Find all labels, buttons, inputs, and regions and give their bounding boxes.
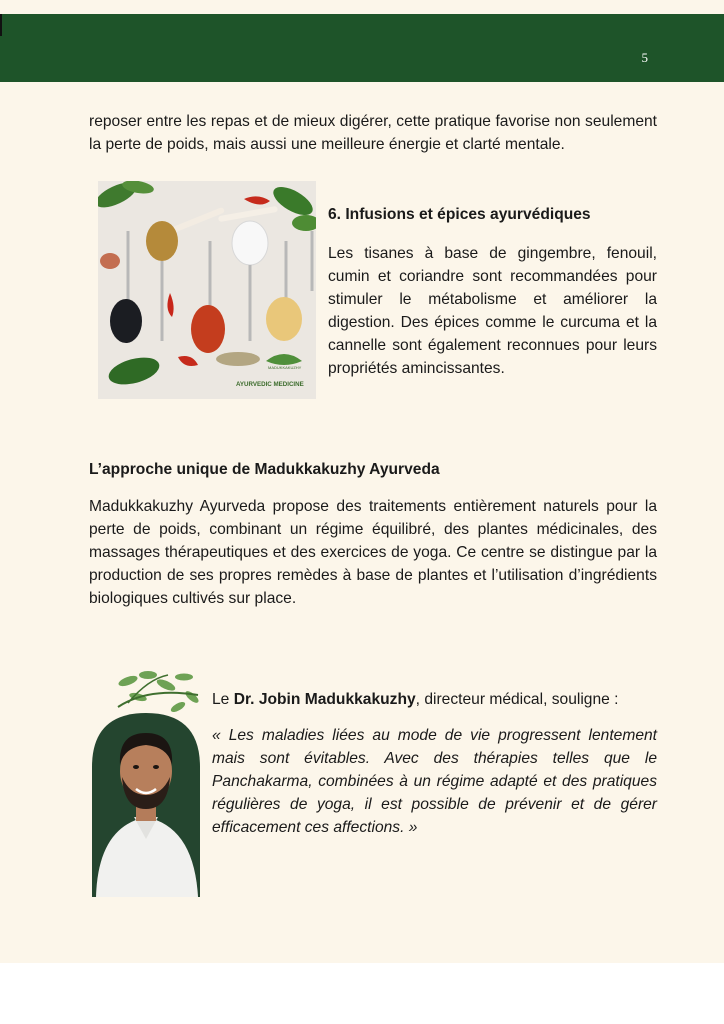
doctor-intro xyxy=(212,688,657,711)
spices-image-caption: AYURVEDIC MEDICINE xyxy=(236,381,304,388)
approach-section-body: Madukkakuzhy Ayurveda propose des traitements entièrement naturels pour la perte de poids, combinant un régime équilibré, des plantes médicinales, des massages thérapeutiques et des exercices de yoga. Ce centre se distingue par la production de ses propres remèdes à base de plantes et l’utilisation d’ingrédients biologiques cultivés sur place. xyxy=(89,498,657,607)
doctor-intro-prefix: Le xyxy=(212,691,234,708)
spices-section-title: 6. Infusions et épices ayurvédiques xyxy=(328,206,591,223)
intro-paragraph: reposer entre les repas et de mieux digérer, cette pratique favorise non seulement la perte de poids, mais aussi une meilleure énergie et clarté mentale. xyxy=(89,113,657,153)
doctor-quote: « Les maladies liées au mode de vie progressent lentement mais sont évitables. Avec des thérapies telles que le Panchakarma, combinées à un régime adapté et des pratiques régulières de yoga, il est possible de prévenir et de gérer efficacement ces affections. » xyxy=(212,727,657,836)
header-edge-mark xyxy=(0,14,2,36)
doctor-name: Dr. Jobin Madukkakuzhy xyxy=(233,691,416,708)
doctor-portrait-image xyxy=(88,667,200,897)
approach-section-title: L’approche unique de Madukkakuzhy Ayurveda xyxy=(89,461,440,478)
page-number: 5 xyxy=(641,50,648,65)
doctor-intro-suffix: , directeur médical, souligne : xyxy=(415,691,619,708)
spices-section-body: Les tisanes à base de gingembre, fenouil, cumin et coriandre sont recommandées pour stimuler le métabolisme et améliorer la digestion. Des épices comme le curcuma et la cannelle sont également reconnues pour leurs propriétés amincissantes. xyxy=(328,245,657,377)
spices-logo-text: MADUKKAKUZHY xyxy=(268,365,302,370)
header-band xyxy=(0,14,724,82)
spices-image xyxy=(98,181,316,399)
